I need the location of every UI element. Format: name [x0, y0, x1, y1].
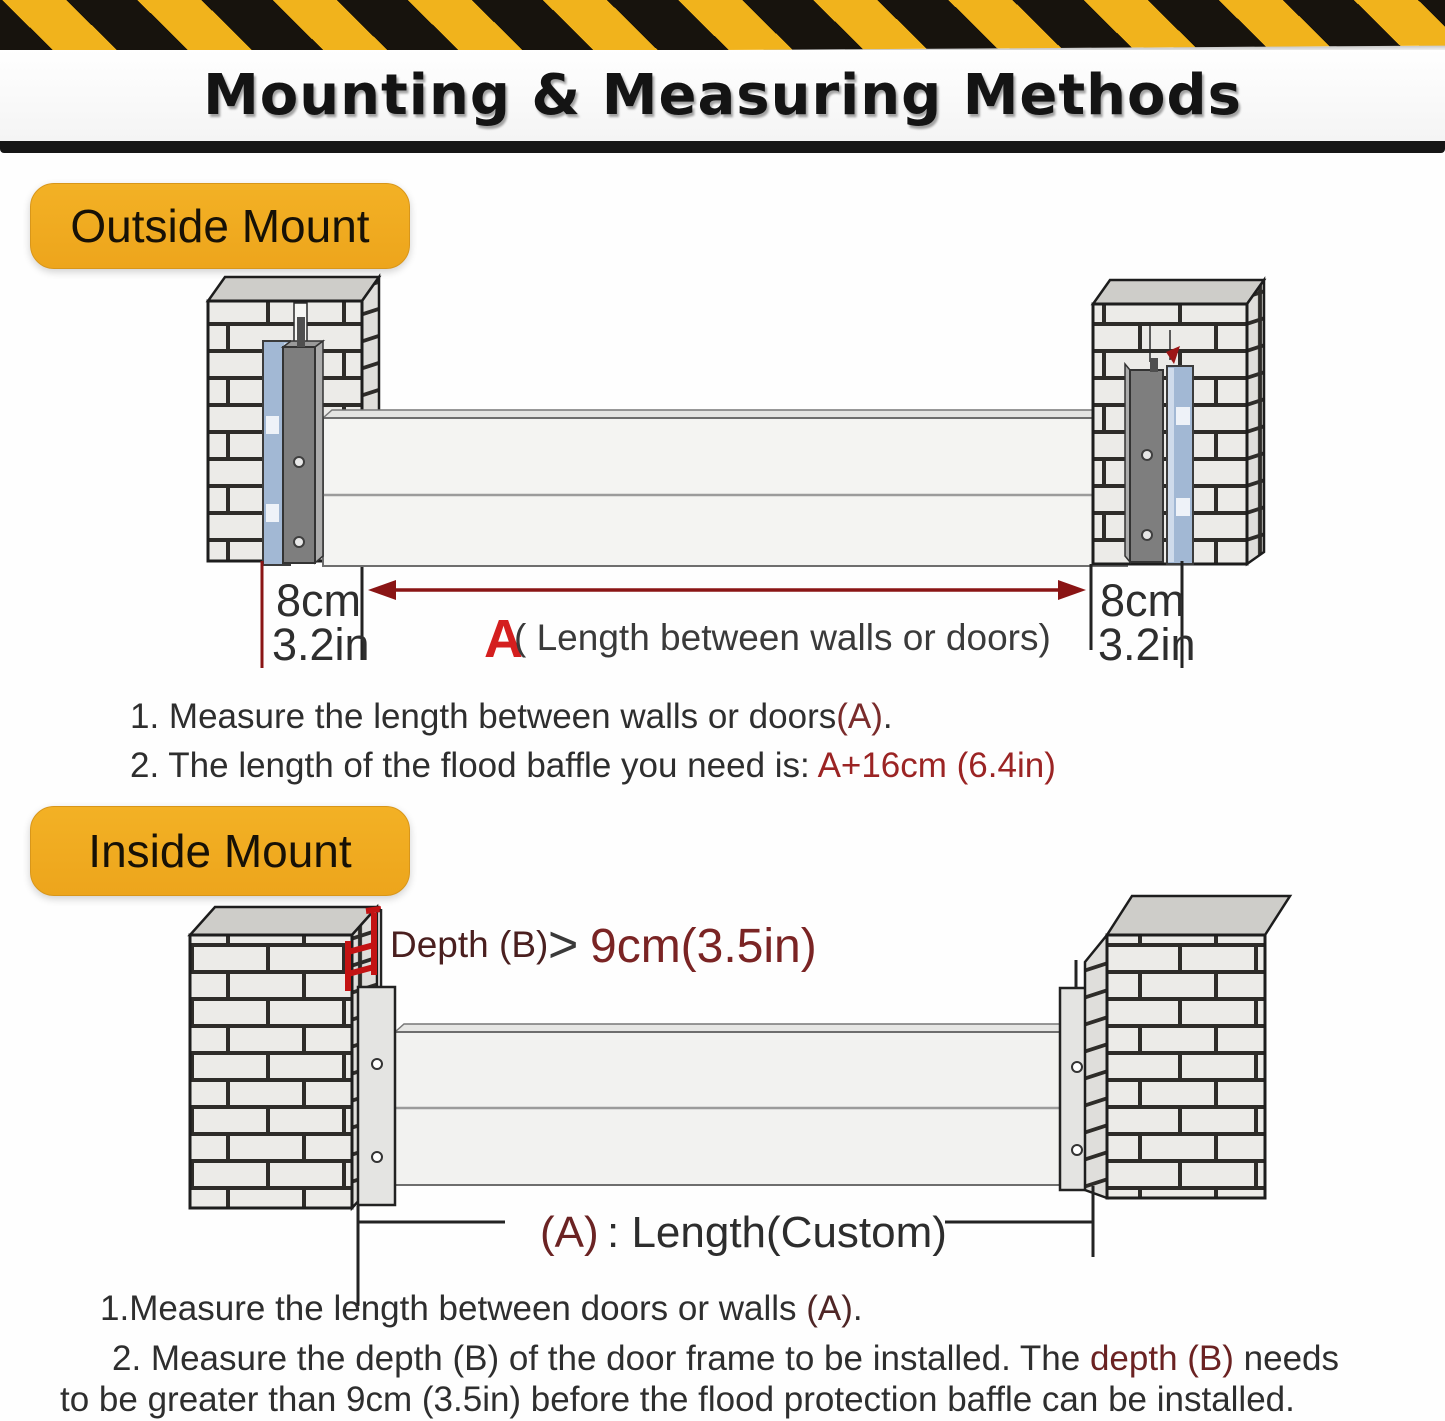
dim-left-cm-label: 8cm	[276, 575, 362, 626]
inside-dimension	[358, 1186, 1093, 1306]
note-text: 2. Measure the depth (B) of the door frame to be installed. The	[112, 1339, 1090, 1378]
depth-annotation	[390, 916, 817, 974]
right-pillar	[1085, 896, 1290, 1198]
outside-note-2	[130, 746, 1056, 786]
note-period: .	[852, 1289, 863, 1328]
note-text: needs	[1233, 1339, 1340, 1378]
length-a-label: A	[484, 609, 523, 669]
screw-hole	[1072, 1062, 1082, 1072]
screw-hole	[372, 1152, 382, 1162]
page-title: Mounting & Measuring Methods	[203, 63, 1242, 128]
note-text: 1. Measure the length between walls or doors	[130, 697, 837, 736]
note-period: .	[882, 697, 893, 736]
greater-than-sign: >	[548, 916, 579, 974]
screw-hole	[1142, 450, 1152, 460]
screw-hole	[294, 457, 304, 467]
note-a-highlight: (A)	[806, 1289, 853, 1328]
outside-mount-badge: Outside Mount	[30, 183, 410, 269]
inside-note-3: to be greater than 9cm (3.5in) before the flood protection baffle can be installed.	[60, 1380, 1295, 1419]
dim-left-in-label: 3.2in	[272, 619, 370, 670]
length-description-label: ( Length between walls or doors)	[514, 617, 1051, 658]
inside-mount-diagram	[190, 896, 1290, 1306]
screw-hole	[1072, 1145, 1082, 1155]
dim-right-in-label: 3.2in	[1098, 619, 1196, 670]
left-mount-plate	[358, 987, 395, 1205]
note-text: 1.Measure the length between doors or walls	[100, 1289, 807, 1328]
screw-hole	[372, 1059, 382, 1069]
outside-note-1	[130, 697, 893, 737]
left-wall-bracket	[283, 317, 323, 563]
screw-hole	[1142, 530, 1152, 540]
bracket-pin	[297, 317, 305, 347]
note-a-highlight: (A)	[836, 697, 883, 736]
inside-note-2	[112, 1339, 1339, 1379]
bracket-pin	[1150, 358, 1158, 372]
outside-dimension	[262, 561, 1196, 670]
inside-note-1	[100, 1289, 863, 1329]
note-depth-highlight: depth (B)	[1089, 1339, 1234, 1378]
depth-value-label: 9cm(3.5in)	[590, 920, 817, 973]
note-formula-highlight: A+16cm (6.4in)	[817, 746, 1056, 785]
right-wall-bracket	[1125, 358, 1163, 562]
right-wall-channel	[1166, 346, 1193, 564]
length-custom-label: : Length(Custom)	[607, 1208, 947, 1257]
flood-barrier-panel	[323, 410, 1127, 566]
depth-b-label: Depth (B)	[390, 924, 549, 965]
inside-mount-badge: Inside Mount	[30, 806, 410, 896]
screw-hole	[294, 537, 304, 547]
length-a-label: (A)	[540, 1208, 599, 1257]
outside-mount-diagram	[208, 277, 1264, 670]
inside-barrier-panel	[395, 1024, 1062, 1185]
note-text: 2. The length of the flood baffle you need is:	[130, 746, 818, 785]
dim-right-cm-label: 8cm	[1100, 575, 1186, 626]
